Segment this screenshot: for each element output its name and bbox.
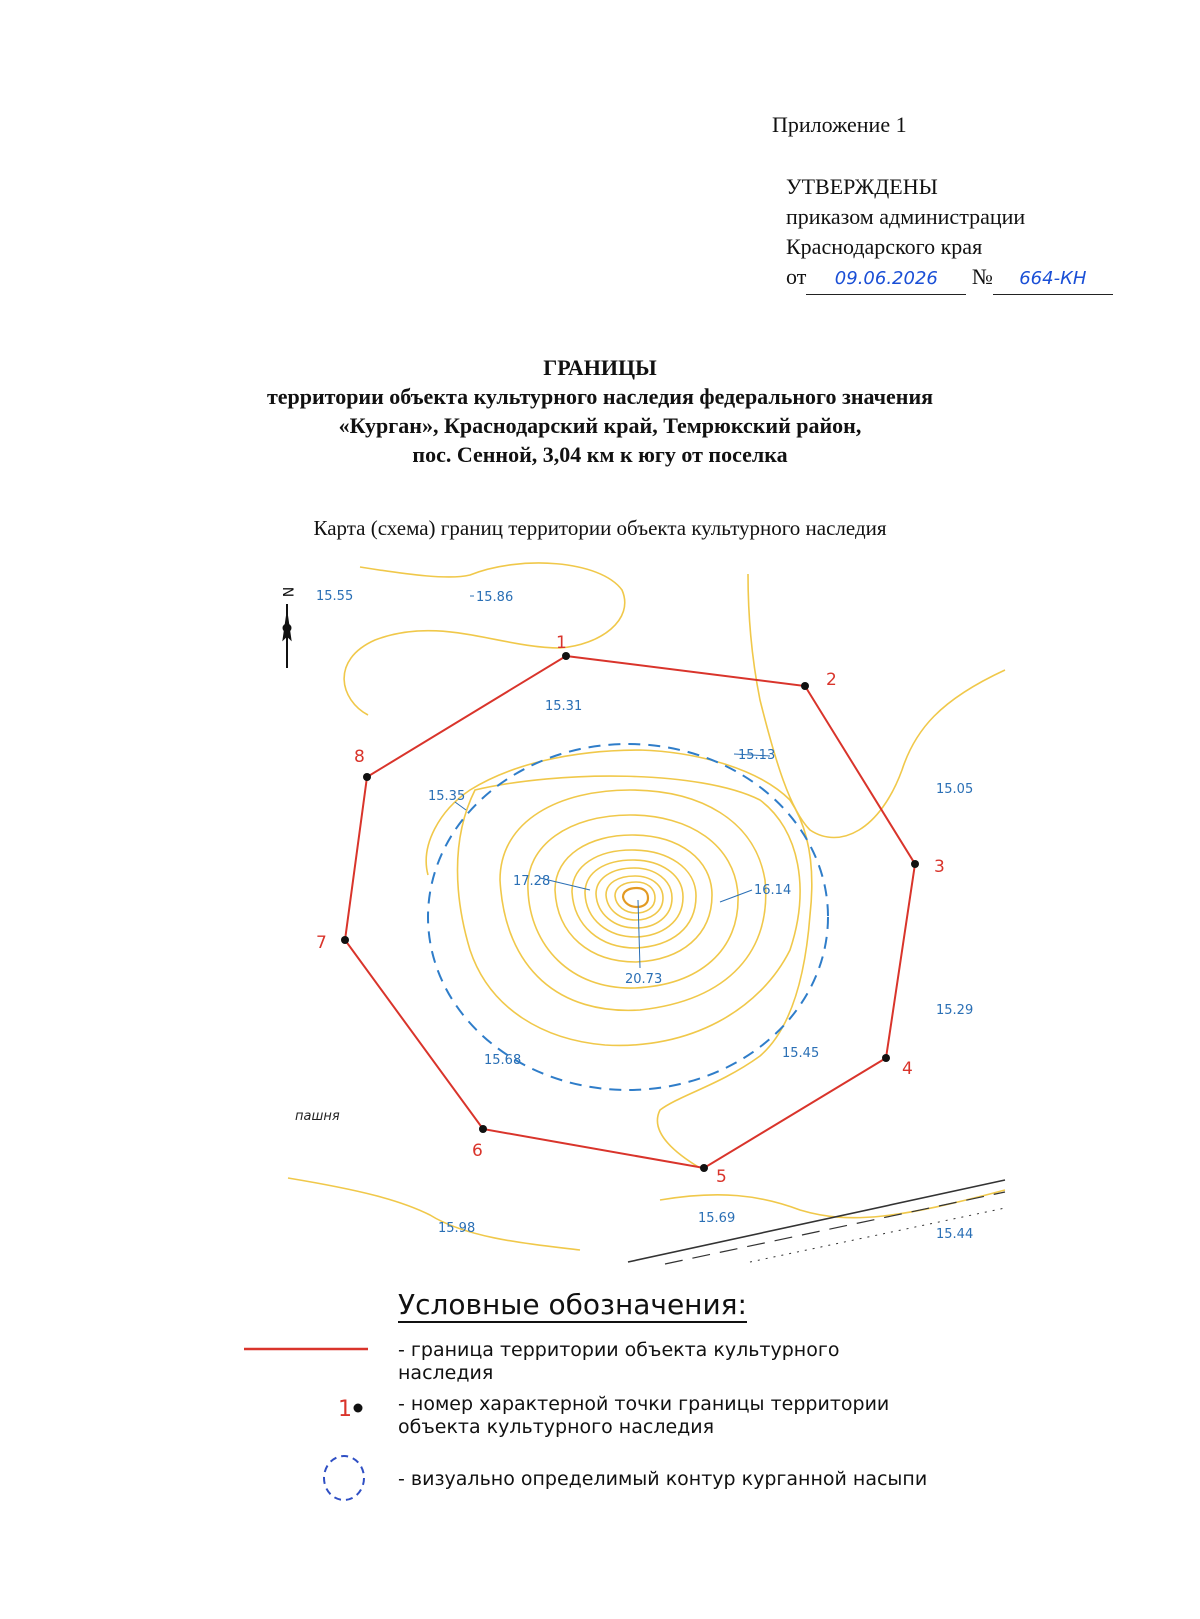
elevation-label: 15.69: [698, 1211, 736, 1226]
dashed-circle-icon: [324, 1456, 364, 1500]
elevation-label: 15.45: [782, 1046, 820, 1061]
point-label-4: 4: [902, 1059, 913, 1079]
point-label-1: 1: [556, 633, 567, 653]
boundary-point-7: [341, 936, 349, 944]
elevation-label: 15.35: [428, 789, 466, 804]
date-prefix: от: [786, 264, 807, 289]
approved-title: УТВЕРЖДЕНЫ: [786, 174, 938, 199]
legend-text: наследия: [398, 1362, 494, 1384]
elevation-label: 15.05: [936, 782, 974, 797]
boundary-point-4: [882, 1054, 890, 1062]
legend-title: Условные обозначения:: [398, 1288, 747, 1321]
mound-contour: [428, 744, 828, 1090]
elevation-label: 15.55: [316, 589, 354, 604]
approved-by-line2: Краснодарского края: [786, 234, 983, 259]
elevation-label: 15.31: [545, 699, 583, 714]
elevation-label: 17.28: [513, 874, 551, 889]
point-label-7: 7: [316, 933, 327, 953]
point-label-3: 3: [934, 857, 945, 877]
elevation-labels: [316, 589, 973, 1242]
road: [628, 1180, 1005, 1264]
numbered-point-icon: [354, 1404, 363, 1413]
legend-text: - граница территории объекта культурного: [398, 1339, 840, 1361]
land-label: пашня: [295, 1109, 340, 1124]
title-line3: «Курган», Краснодарский край, Темрюкский район,: [338, 413, 862, 438]
elevation-label: 15.98: [438, 1221, 476, 1236]
approval-date: 09.06.2026: [834, 268, 938, 289]
point-label-5: 5: [716, 1167, 727, 1187]
elevation-label: 15.29: [936, 1003, 974, 1018]
elevation-label: 20.73: [625, 972, 663, 987]
boundary-point-8: [363, 773, 371, 781]
legend-point-number: 1: [338, 1397, 352, 1422]
elevation-label: 15.44: [936, 1227, 974, 1242]
legend-text: - номер характерной точки границы территории: [398, 1393, 890, 1415]
title-line2: территории объекта культурного наследия федерального значения: [266, 384, 934, 409]
boundary-point-3: [911, 860, 919, 868]
approval-number: 664-КН: [1019, 268, 1087, 289]
title-line4: пос. Сенной, 3,04 км к югу от поселка: [412, 442, 788, 467]
boundary-point-6: [479, 1125, 487, 1133]
boundary-point-2: [801, 682, 809, 690]
boundary-point-labels: [316, 633, 945, 1187]
boundary-point-5: [700, 1164, 708, 1172]
legend-item-boundary: [398, 1339, 839, 1385]
map-subtitle: Карта (схема) границ территории объекта культурного наследия: [313, 516, 887, 540]
legend-text: объекта культурного наследия: [398, 1416, 715, 1438]
approved-by-line1: приказом администрации: [786, 204, 1026, 229]
boundary-point-1: [562, 652, 570, 660]
title-line1: ГРАНИЦЫ: [543, 355, 657, 380]
legend-symbols: [240, 1340, 380, 1510]
point-label-2: 2: [826, 670, 837, 690]
elevation-label: 15.13: [738, 748, 776, 763]
point-label-8: 8: [354, 747, 365, 767]
point-label-6: 6: [472, 1141, 483, 1161]
north-arrow-icon: [279, 587, 295, 668]
svg-text:N: N: [279, 586, 295, 598]
elevation-label: 15.68: [484, 1053, 522, 1068]
appendix-label: Приложение 1: [772, 112, 907, 137]
legend-item-point: [398, 1393, 889, 1439]
legend-item-mound: [398, 1468, 927, 1491]
legend-text: - визуально определимый контур курганной насыпи: [398, 1468, 928, 1490]
number-prefix: №: [971, 264, 993, 289]
elevation-label: 15.86: [476, 590, 514, 605]
elevation-label: 16.14: [754, 883, 792, 898]
